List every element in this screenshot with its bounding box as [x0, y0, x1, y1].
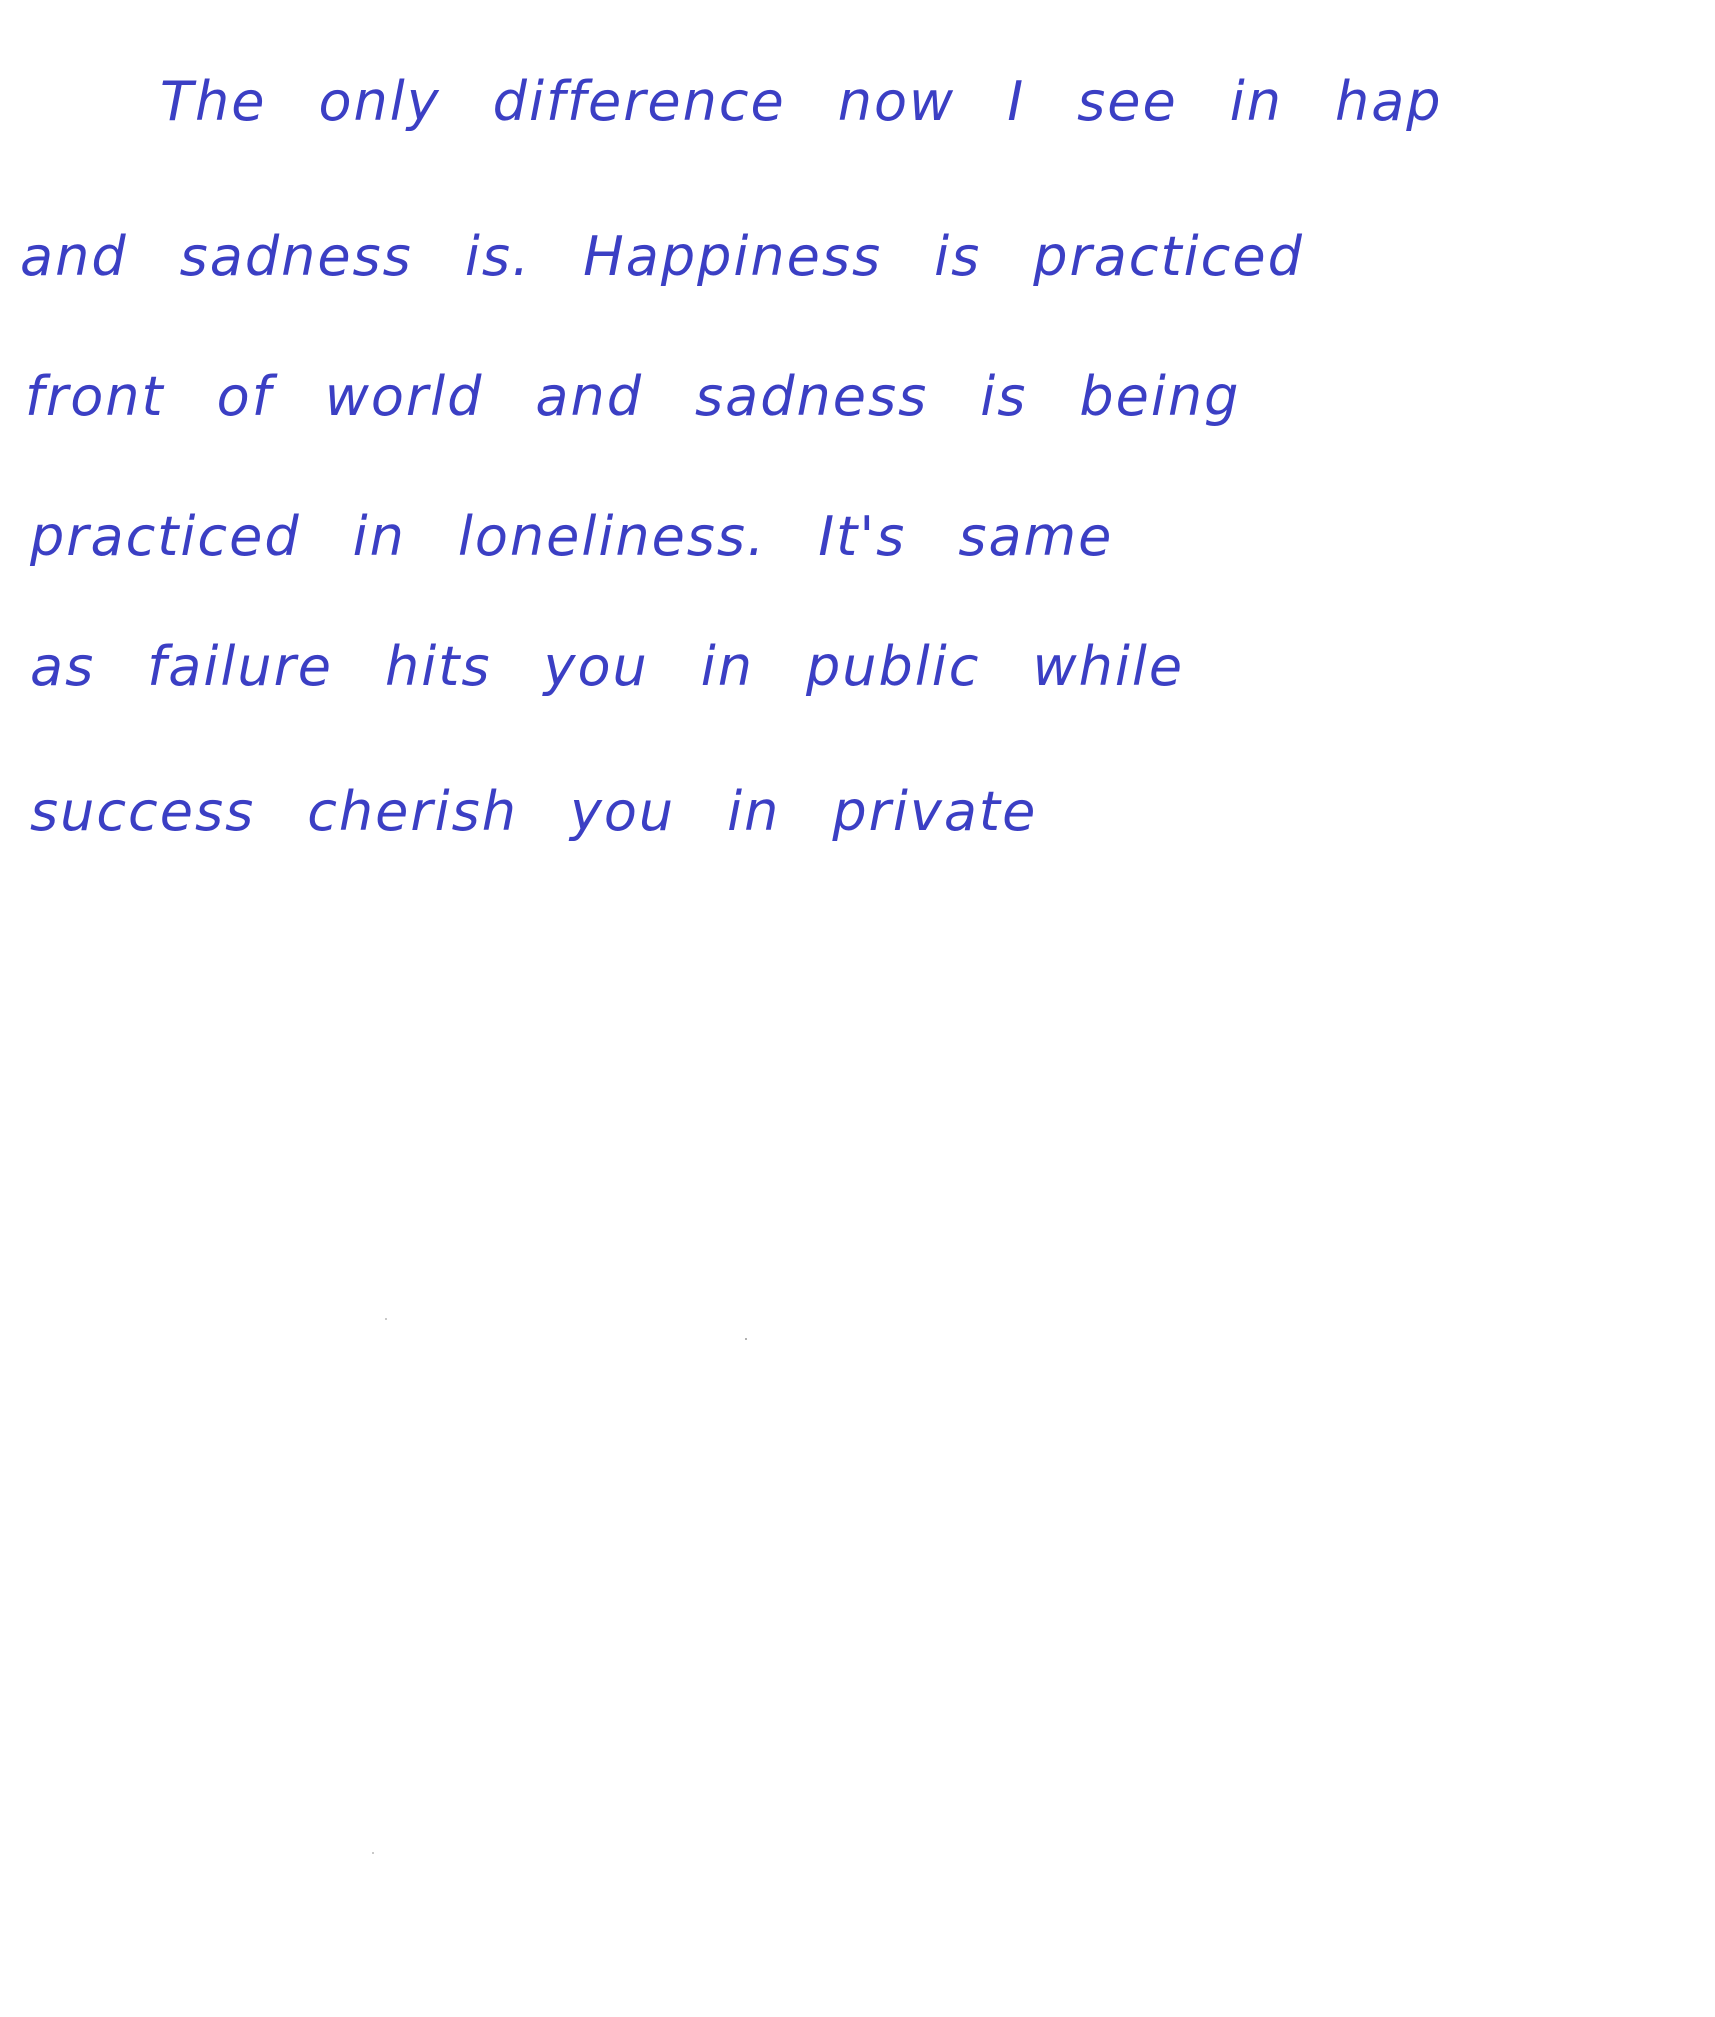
- word: you: [569, 780, 676, 843]
- handwritten-line-2: [20, 225, 1304, 288]
- word: public: [806, 635, 981, 698]
- word: Happiness: [583, 225, 883, 288]
- paper-speck: [385, 1318, 387, 1320]
- word: as: [30, 635, 96, 698]
- word: of: [216, 365, 273, 428]
- paper-speck: [372, 1852, 374, 1854]
- paper-speck: [745, 1338, 747, 1340]
- word: hap: [1334, 70, 1443, 133]
- word: is: [934, 225, 982, 288]
- word: hits: [385, 635, 492, 698]
- word: in: [352, 505, 406, 568]
- word: only: [318, 70, 441, 133]
- word: success: [30, 780, 256, 843]
- word: cherish: [307, 780, 518, 843]
- handwritten-line-3: [25, 365, 1240, 428]
- word: It's: [818, 505, 907, 568]
- word: I: [1007, 70, 1026, 133]
- word: same: [958, 505, 1114, 568]
- word: private: [832, 780, 1038, 843]
- word: practiced: [1033, 225, 1304, 288]
- word: practiced: [30, 505, 301, 568]
- word: front: [25, 365, 165, 428]
- word: being: [1079, 365, 1241, 428]
- word: and: [20, 225, 128, 288]
- word: failure: [147, 635, 333, 698]
- word: difference: [492, 70, 786, 133]
- word: in: [700, 635, 755, 698]
- handwritten-line-5: [30, 635, 1184, 698]
- word: now: [837, 70, 956, 133]
- word: see: [1077, 70, 1178, 133]
- word: The: [160, 70, 267, 133]
- word: world: [324, 365, 484, 428]
- word: while: [1032, 635, 1185, 698]
- word: sadness: [179, 225, 413, 288]
- word: is.: [464, 225, 532, 288]
- word: in: [727, 780, 781, 843]
- word: sadness: [695, 365, 929, 428]
- word: is: [980, 365, 1028, 428]
- handwritten-line-4: [30, 505, 1113, 568]
- word: and: [535, 365, 643, 428]
- word: you: [543, 635, 649, 698]
- handwritten-line-6: [30, 780, 1037, 843]
- handwritten-line-1: [160, 70, 1443, 133]
- word: in: [1229, 70, 1283, 133]
- word: loneliness.: [457, 505, 767, 568]
